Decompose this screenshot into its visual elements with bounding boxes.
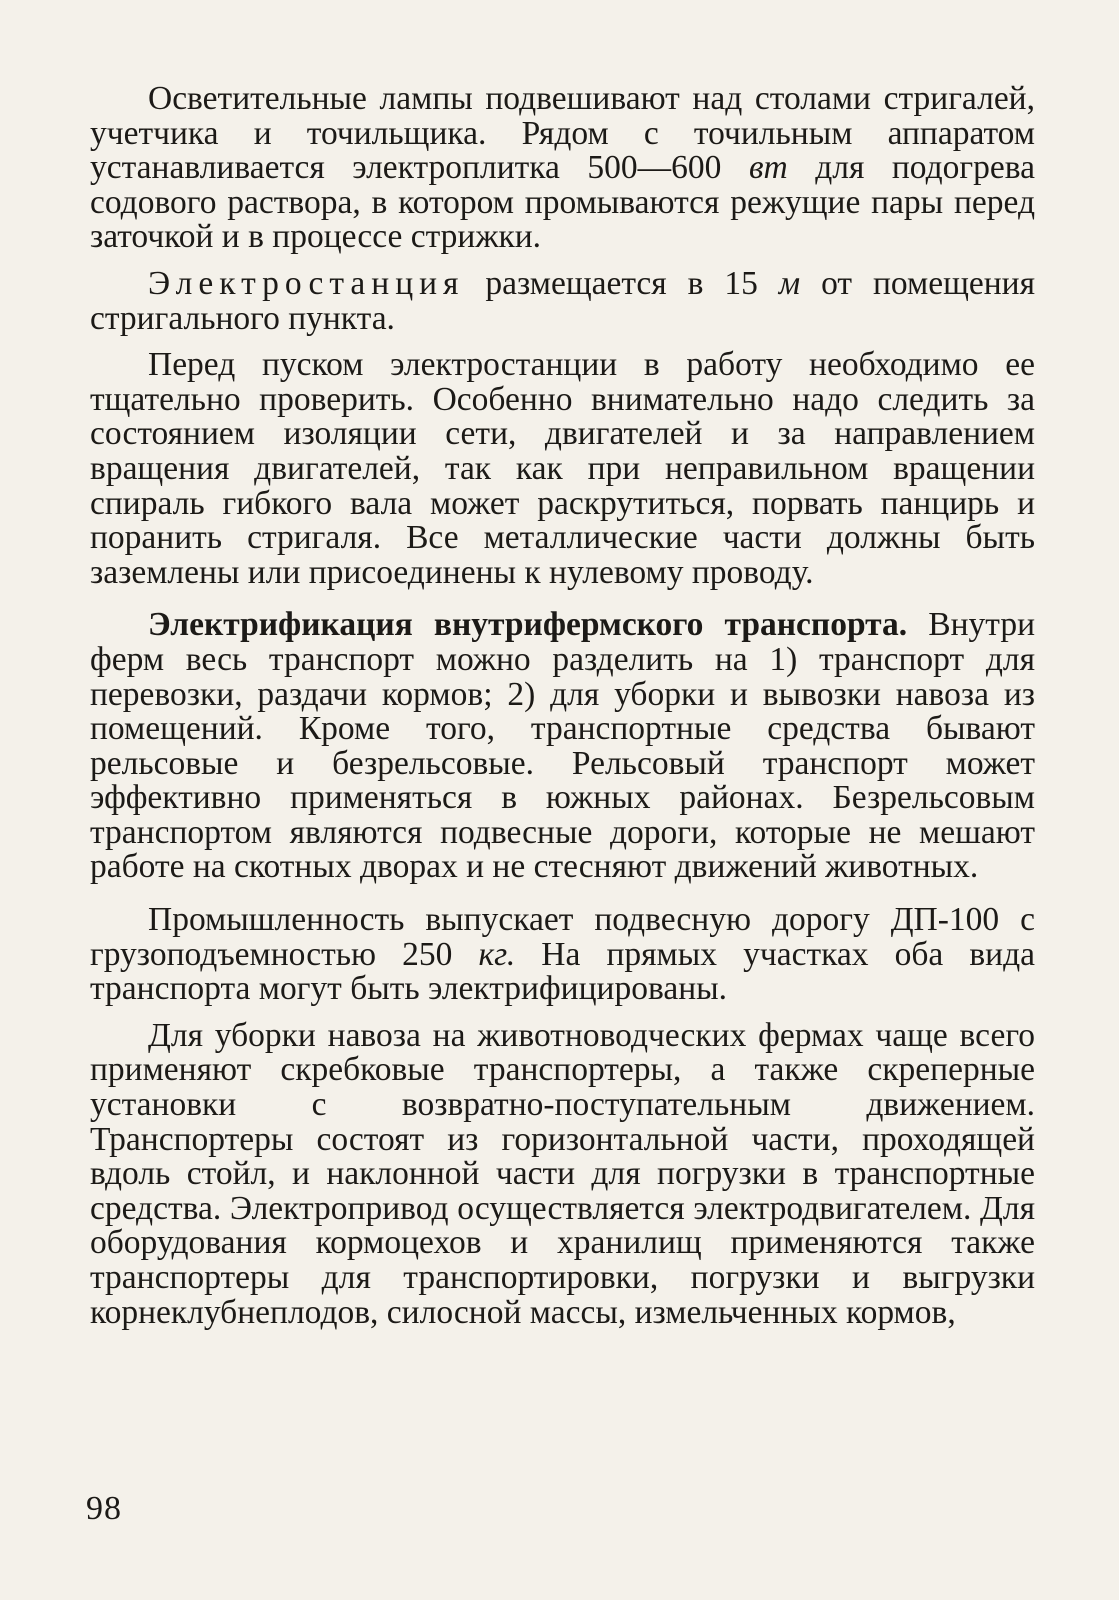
- text-segment: от помещения стригального пункта.: [90, 264, 1035, 337]
- paragraph-power-station: [90, 264, 1035, 337]
- text-segment: Внутри ферм весь транспорт можно разделить на 1) транспорт для перевозки, раздачи кормов; 2) для уборки и вывозки навоза из помещений. Кроме того, транспортные средства бывают рельсовые и безрельсовые. Рельсовый транспорт может эффективно применяться в южных районах. Безрельсовым транспортом являются подвесные дороги, которые не мешают работе на скотных дворах и не стесняют движений животных.: [90, 606, 1035, 886]
- text-segment: На прямых участках оба вида транспорта могут быть электрифицированы.: [90, 935, 1035, 1008]
- text-segment: Промышленность выпускает подвесную дорогу ДП-100 с грузоподъемностью 250: [90, 901, 1035, 973]
- section-heading: Электрификация внутрифермского транспорта.: [148, 606, 908, 644]
- spaced-term: Электростанция: [148, 264, 465, 302]
- unit-meters: м: [778, 264, 801, 302]
- text-segment: Перед пуском электростанции в работу необходимо ее тщательно проверить. Особенно внимательно надо следить за состоянием изоляции сети, двигателей и за направлением вращения двигателей, так как при неправильном вращении спираль гибкого вала может раскрутиться, порвать панцирь и поранить стригаля. Все металлические части должны быть заземлены или присоединены к нулевому проводу.: [90, 346, 1035, 591]
- paragraph-overhead-road: [90, 903, 1035, 1007]
- paragraph-lighting: [90, 82, 1035, 255]
- unit-watts: вт: [748, 149, 788, 187]
- body-text: [90, 82, 1035, 1330]
- text-segment: Для уборки навоза на животноводческих фермах чаще всего применяют скребковые транспортеры, а также скреперные установки с возвратно-поступательным движением. Транспортеры состоят из горизонтальной части, проходящей вдоль стойл, и наклонной части для погрузки в транспортные средства. Электропривод осуществляется электродвигателем. Для оборудования кормоцехов и хранилищ применяются также транспортеры для транспортировки, погрузки и выгрузки корнеклубнеплодов, силосной массы, измельченных кормов,: [90, 1016, 1035, 1331]
- paragraph-manure-removal: [90, 1016, 1035, 1331]
- paragraph-farm-transport: [90, 608, 1035, 885]
- text-segment: Осветительные лампы подвешивают над столами стригалей, учетчика и точильщика. Рядом с точильным аппаратом устанавливается электроплитка 500—600: [90, 80, 1035, 187]
- page-number: 98: [86, 1490, 122, 1527]
- unit-kilograms: кг.: [478, 935, 516, 973]
- text-segment: для подогрева содового раствора, в котором промываются режущие пары перед заточкой и в процессе стрижки.: [90, 149, 1035, 256]
- text-segment: размещается в 15: [464, 264, 779, 302]
- paragraph-startup-check: [90, 348, 1035, 590]
